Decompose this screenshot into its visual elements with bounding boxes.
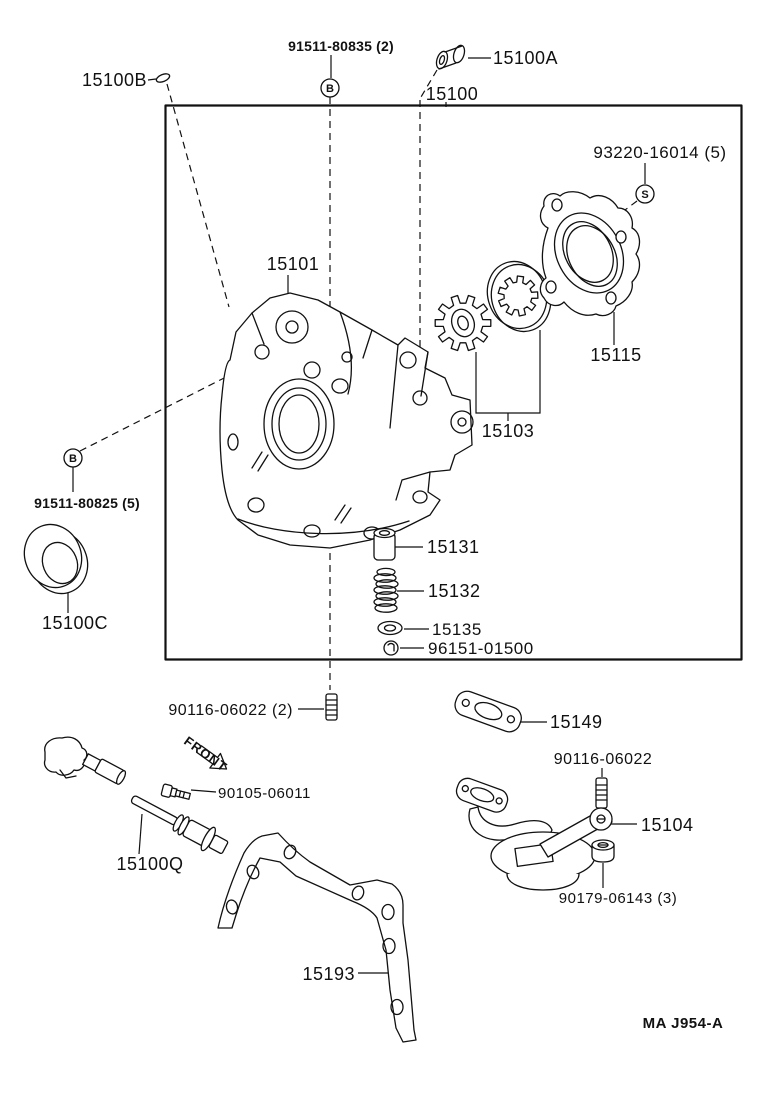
part-washer-15135	[378, 622, 402, 635]
label-15101: 15101	[266, 254, 320, 274]
figure-code: MA J954-A	[642, 1015, 724, 1032]
label-15193: 15193	[302, 964, 355, 984]
part-clip-15100b	[155, 72, 171, 84]
label-90116-06022-x2: 90116-06022 (2)	[168, 702, 293, 719]
part-gasket-15149	[452, 688, 524, 735]
part-relief-piston-15131	[374, 529, 395, 561]
part-oil-seal-15100c	[15, 516, 97, 602]
label-15100a: 15100A	[493, 48, 559, 68]
part-nut-90179	[592, 840, 614, 862]
front-label: FRONT	[181, 733, 231, 775]
label-15131: 15131	[427, 537, 480, 557]
label-93220-16014: 93220-16014 (5)	[593, 143, 727, 162]
part-plug-15100a	[434, 44, 466, 70]
part-relief-spring-15132	[374, 568, 398, 612]
label-15100q: 15100Q	[116, 854, 184, 874]
label-15104: 15104	[641, 815, 694, 835]
label-15100b: 15100B	[81, 70, 147, 90]
label-90116-06022: 90116-06022	[553, 751, 653, 768]
circled-letter-b-top	[321, 79, 339, 97]
label-90179-06143: 90179-06143 (3)	[558, 890, 678, 907]
label-90105-06011: 90105-06011	[218, 785, 311, 802]
label-91511-80825: 91511-80825 (5)	[34, 495, 140, 511]
label-15132: 15132	[428, 581, 481, 601]
part-gasket-15193	[218, 833, 416, 1042]
circled-letter-b-left	[64, 449, 82, 467]
part-bolt-90105	[161, 784, 191, 802]
part-stud-90116-right	[596, 778, 607, 808]
part-retainer-96151	[384, 641, 398, 655]
circled-b-top-label: B	[326, 83, 334, 95]
circled-s-label: S	[641, 189, 649, 201]
front-arrow	[181, 733, 232, 776]
label-15100: 15100	[425, 84, 479, 104]
label-96151-01500: 96151-01500	[428, 639, 534, 658]
part-rotor-set-15103	[435, 253, 560, 350]
part-pump-cover-15115	[540, 192, 639, 316]
part-pump-body-15101	[220, 293, 473, 548]
label-15149: 15149	[550, 712, 603, 732]
label-15135: 15135	[432, 620, 482, 639]
label-15115: 15115	[590, 345, 642, 365]
label-15100c: 15100C	[41, 613, 109, 633]
part-stud-90116-bottom-left	[326, 694, 337, 720]
label-91511-80835: 91511-80835 (2)	[288, 38, 394, 54]
circled-b-left-label: B	[69, 453, 77, 465]
part-strainer-15104	[454, 776, 612, 890]
label-15103: 15103	[481, 421, 535, 441]
circled-letter-s	[636, 185, 654, 203]
